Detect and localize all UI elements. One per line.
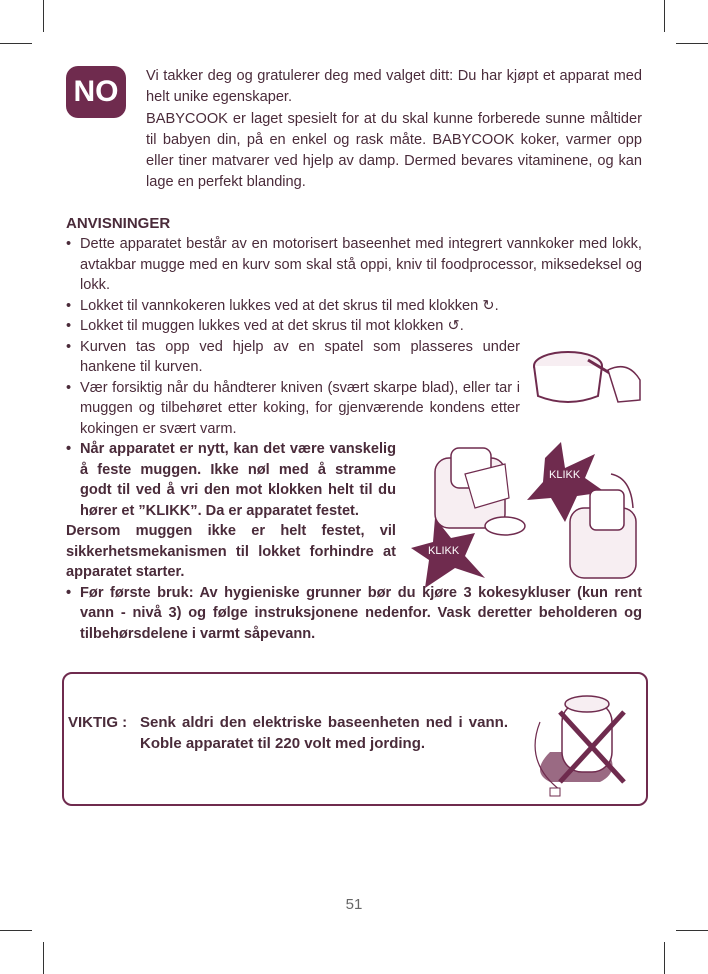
crop-mark [664, 0, 665, 32]
section-title: ANVISNINGER [66, 215, 171, 232]
crop-mark [676, 43, 708, 44]
counterclockwise-icon: ↺ [447, 318, 460, 334]
list-item-text: Når apparatet er nytt, kan det være vanskelig å feste muggen. Ikke nøl med å stramme godt til ved å vri den mot klokken helt til du hører et ”KLIKK”. Da er apparatet festet. [80, 441, 396, 519]
crop-mark [664, 942, 665, 974]
list-item-text: Lokket til muggen lukkes ved at det skrus til mot klokken [80, 318, 444, 334]
list-item-text: Lokket til vannkokeren lukkes ved at det skrus til med klokken [80, 297, 479, 314]
basket-illustration [528, 330, 644, 410]
warning-paragraph: Dersom muggen ikke er helt festet, vil sikkerhetsmekanismen til lokket forhindre at apparatet starter. [66, 523, 396, 580]
crop-mark [43, 0, 44, 32]
list-item: • Lokket til vannkokeren lukkes ved at det skrus til med klokken ↻. [66, 296, 642, 317]
list-item [66, 378, 520, 440]
list-item [66, 439, 396, 521]
language-badge: NO [66, 66, 126, 118]
crop-mark [43, 942, 44, 974]
crop-mark [676, 930, 708, 931]
list-item: • Lokket til muggen lukkes ved at det skrus til mot klokken ↺. [66, 316, 642, 337]
no-water-icon [520, 682, 640, 800]
list-item-text: Dette apparatet består av en motorisert baseenhet med integrert vannkoker med lokk, avtakbar mugge med en kurv som skal stå oppi, kniv til foodprocessor, miksedeksel og lokk. [80, 236, 642, 293]
klikk-label: KLIKK [428, 545, 460, 557]
notice-body: Senk aldri den elektriske baseenheten ned i vann. Koble apparatet til 220 volt med jording. [140, 714, 508, 752]
intro-paragraph [66, 66, 642, 194]
list-item [66, 583, 642, 645]
jug-illustration [405, 438, 645, 588]
important-notice [62, 672, 648, 806]
intro-line2: BABYCOOK er laget spesielt for at du skal kunne forberede sunne måltider til babyen din, på en enkel og rask måte. BABYCOOK koker, varmer opp eller tiner matvarer ved hjelp av damp. Dermed bevares vitaminene, og kan lage en perfekt blanding. [146, 110, 642, 191]
crop-mark [0, 43, 32, 44]
list-item [66, 337, 520, 378]
list-item-text: Kurven tas opp ved hjelp av en spatel som plasseres under hankene til kurven. [80, 338, 520, 375]
list-item [66, 234, 642, 296]
notice-text [68, 712, 508, 754]
notice-label: VIKTIG : [68, 714, 128, 731]
page-number: 51 [345, 896, 363, 913]
list-item-text: Før første bruk: Av hygieniske grunner bør du kjøre 3 kokesykluser (kun rent vann - nivå 3) og følge instruksjonene nedenfor. Vask deretter beholderen og tilbehørsdelene i varmt såpevann. [80, 584, 642, 642]
clockwise-icon: ↻ [482, 297, 495, 314]
klikk-label: KLIKK [549, 469, 581, 481]
crop-mark [0, 930, 32, 931]
list-item-text: Vær forsiktig når du håndterer kniven (svært skarpe blad), eller tar i muggen og tilbehøret etter koking, for gjenværende kondens etter kokingen er svært varm. [80, 379, 520, 437]
intro-line1: Vi takker deg og gratulerer deg med valget ditt: Du har kjøpt et apparat med helt unike egenskaper. [146, 68, 642, 106]
